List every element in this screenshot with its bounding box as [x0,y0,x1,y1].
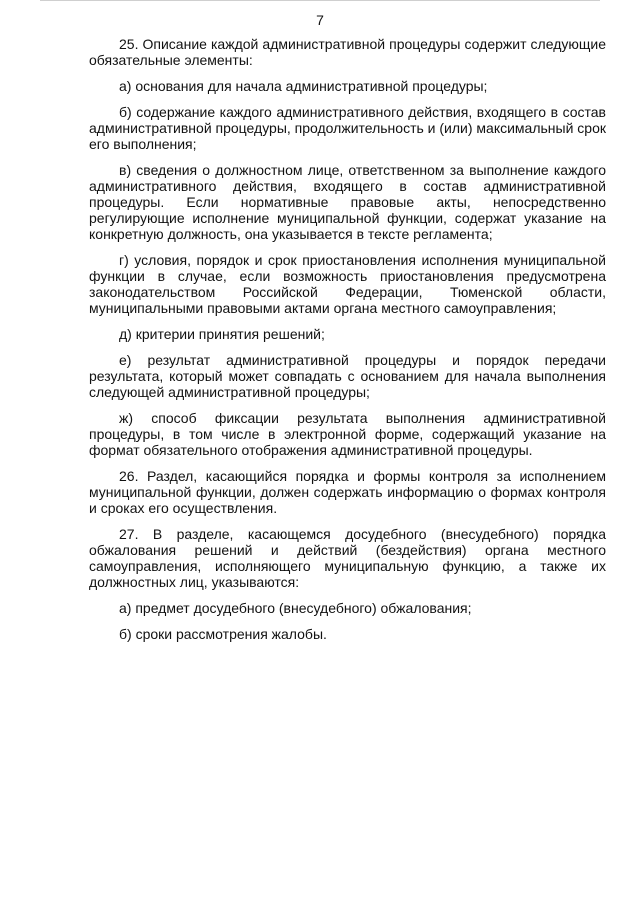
document-body [89,36,606,652]
paragraph-25zh: ж) способ фиксации результата выполнения административной процедуры, в том числе в электронной форме, содержащий указание на формат обязательного отображения административной процедуры. [89,410,606,458]
paragraph-25e: е) результат административной процедуры и порядок передачи результата, который может совпадать с основанием для начала выполнения следующей административной процедуры; [89,352,606,400]
paragraph-27b: б) сроки рассмотрения жалобы. [119,626,327,642]
paragraph-27: 27. В разделе, касающемся досудебного (внесудебного) порядка обжалования решений и действий (бездействия) органа местного самоуправления, исполняющего муниципальную функцию, а также их должностных лиц, указываются: [89,526,606,590]
paragraph-27a: а) предмет досудебного (внесудебного) обжалования; [119,600,472,616]
paragraph-25: 25. Описание каждой административной процедуры содержит следующие обязательные элементы: [89,36,606,68]
top-border-line [40,0,600,1]
paragraph-26: 26. Раздел, касающийся порядка и формы контроля за исполнением муниципальной функции, должен содержать информацию о формах контроля и сроках его осуществления. [89,468,606,516]
paragraph-25a: а) основания для начала административной процедуры; [119,78,488,94]
paragraph-25d: д) критерии принятия решений; [119,326,325,342]
paragraph-25b: б) содержание каждого административного действия, входящего в состав административной процедуры, продолжительность и (или) максимальный срок его выполнения; [89,104,606,152]
page-number: 7 [316,12,324,28]
paragraph-25g: г) условия, порядок и срок приостановления исполнения муниципальной функции в случае, если возможность приостановления предусмотрена законодательством Российской Федерации, Тюменской области, муниципальными правовыми актами органа местного самоуправления; [89,252,606,316]
paragraph-25v: в) сведения о должностном лице, ответственном за выполнение каждого административного действия, входящего в состав административной процедуры. Если нормативные правовые акты, непосредственно регулирующие исполнение муниципальной функции, содержат указание на конкретную должность, она указывается в тексте регламента; [89,162,606,242]
